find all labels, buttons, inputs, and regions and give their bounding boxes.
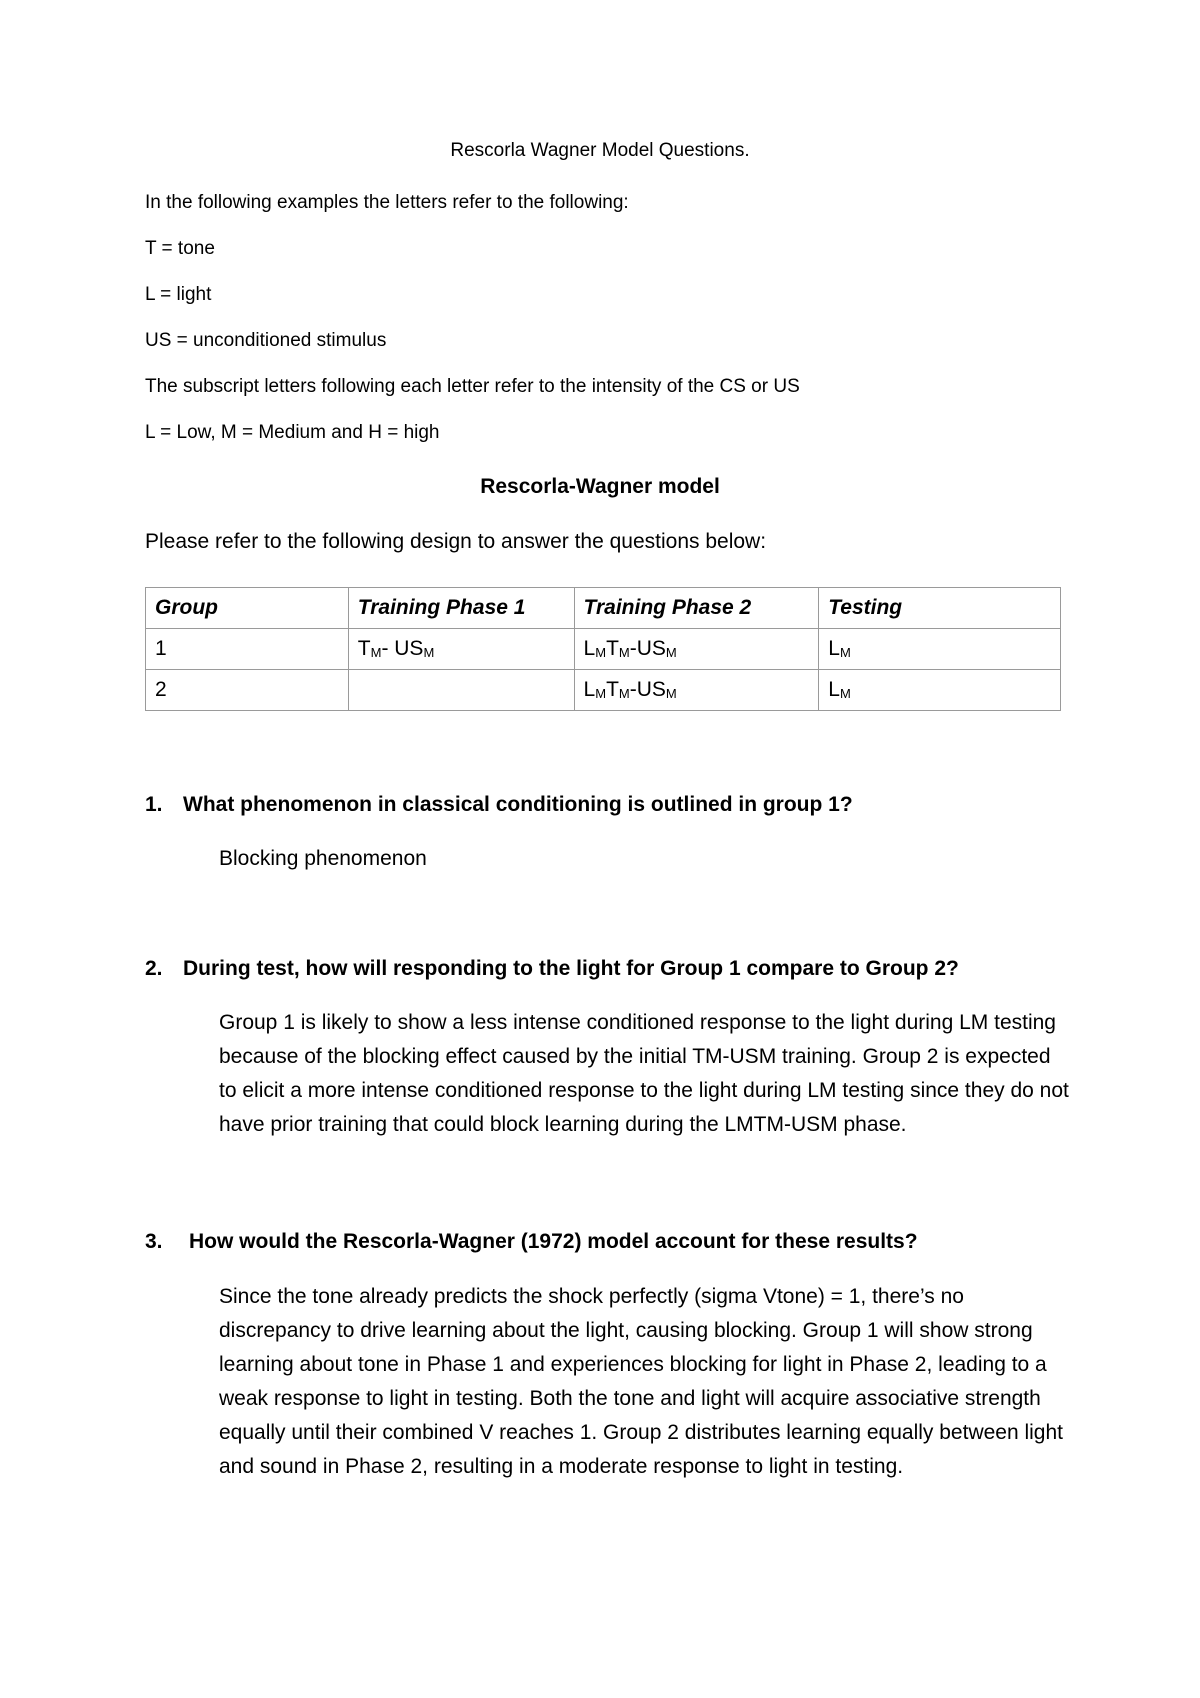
- answer-3: Since the tone already predicts the shock perfectly (sigma Vtone) = 1, there’s no discrepancy to drive learning about the light, causing blocking. Group 1 will show strong learning about tone in Phase 1 and experiences blocking for light in Phase 2, leading to a weak response to light in testing. Both the tone and light will acquire associative strength equally until their combined V reaches 1. Group 2 distributes learning equally between light and sound in Phase 2, resulting in a moderate response to light in testing.: [219, 1285, 1063, 1478]
- table-row: [146, 670, 1061, 711]
- header-training-phase-1: Training Phase 1: [348, 588, 574, 629]
- legend-line-tone: T = tone: [145, 238, 215, 259]
- question-number: 3.: [145, 1230, 163, 1253]
- header-training-phase-2: Training Phase 2: [574, 588, 819, 629]
- question-text: During test, how will responding to the light for Group 1 compare to Group 2?: [183, 957, 959, 980]
- cell-phase-2: $L_MT_M-US_M$: [574, 670, 819, 711]
- question-2: [145, 957, 959, 981]
- answer-1: Blocking phenomenon: [219, 847, 427, 870]
- answer-2: Group 1 is likely to show a less intense conditioned response to the light during LM testing because of the blocking effect caused by the initial TM-USM training. Group 2 is expected to elicit a more intense conditioned response to the light during LM testing since they do not have prior training that could block learning during the LMTM-USM phase.: [219, 1011, 1069, 1136]
- question-3: [145, 1230, 918, 1254]
- document-title: Rescorla Wagner Model Questions.: [450, 140, 750, 161]
- section-heading: Rescorla-Wagner model: [480, 475, 720, 498]
- intensity-legend: L = Low, M = Medium and H = high: [145, 422, 440, 443]
- design-intro: Please refer to the following design to answer the questions below:: [145, 530, 767, 553]
- legend-line-us: US = unconditioned stimulus: [145, 330, 387, 351]
- subscript-note: The subscript letters following each letter refer to the intensity of the CS or US: [145, 376, 800, 397]
- cell-phase-1-empty: [348, 670, 574, 711]
- cell-group: 1: [146, 629, 349, 670]
- question-1: [145, 793, 853, 817]
- design-table: [145, 587, 1061, 711]
- cell-testing: $L_M$: [819, 629, 1061, 670]
- cell-phase-1: $T_M-$ $US_M$: [348, 629, 574, 670]
- legend-line-light: L = light: [145, 284, 212, 305]
- question-text: What phenomenon in classical conditioning is outlined in group 1?: [183, 793, 853, 816]
- question-number: 1.: [145, 793, 163, 816]
- question-text: How would the Rescorla-Wagner (1972) model account for these results?: [189, 1230, 918, 1253]
- cell-group: 2: [146, 670, 349, 711]
- header-testing: Testing: [819, 588, 1061, 629]
- cell-testing: $L_M$: [819, 670, 1061, 711]
- table-header-row: [146, 588, 1061, 629]
- legend-intro: In the following examples the letters refer to the following:: [145, 192, 629, 213]
- question-number: 2.: [145, 957, 163, 980]
- header-group: Group: [146, 588, 349, 629]
- table-row: [146, 629, 1061, 670]
- cell-phase-2: $L_MT_M-US_M$: [574, 629, 819, 670]
